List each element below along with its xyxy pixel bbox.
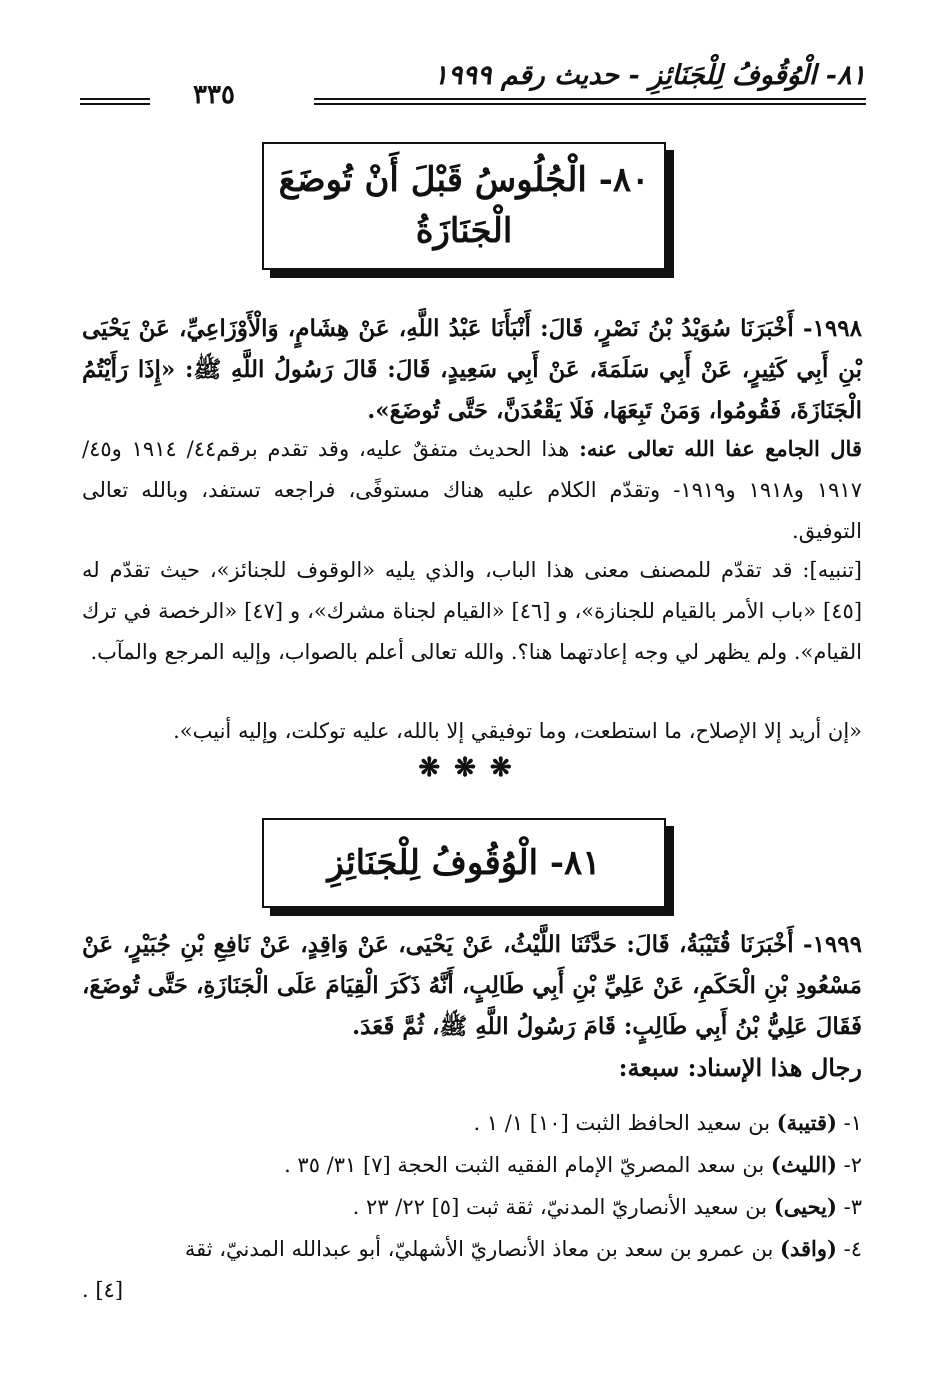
hadith-text: ١٩٩٨- أَخْبَرَنَا سُوَيْدُ بْنُ نَصْرٍ، قَالَ: أَنْبَأَنَا عَبْدُ اللَّهِ، عَنْ هِشَامٍ، وَالْأَوْزَاعِيِّ، عَنْ يَحْيَى بْنِ أَبِي كَثِيرٍ، عَنْ أَبِي سَلَمَةَ، عَنْ أَبِي سَعِيدٍ، قَالَ: قَالَ رَسُولُ اللَّهِ ﷺ: «إِذَا رَأَيْتُمُ الْجَنَازَةَ، فَقُومُوا، وَمَنْ تَبِعَهَا، فَلَا يَقْعُدَنَّ، حَتَّى تُوضَعَ».	[82, 315, 862, 424]
narrator-description: بن سعيد الأنصاريّ المدنيّ، ثقة ثبت [٥] ٢٢/ ٢٣ .	[352, 1195, 774, 1219]
commentary-paragraph	[82, 428, 862, 552]
chapter-title-line1: ٨٠- الْجُلُوسُ قَبْلَ أَنْ تُوضَعَ	[278, 160, 650, 200]
chapter-heading-box	[262, 142, 666, 270]
commentary-lead: قال الجامع عفا الله تعالى عنه:	[579, 436, 862, 461]
narrator-list	[82, 1102, 862, 1311]
narrator-name: (الليث)	[770, 1152, 837, 1177]
list-item	[82, 1228, 862, 1311]
narrator-name: (قتيبة)	[776, 1110, 837, 1135]
running-title: ٨١- الْوُقُوفُ لِلْجَنَائِزِ - حديث رقم ١٩٩٩	[433, 60, 866, 91]
header-rule-short	[80, 98, 150, 105]
page-number: ٣٣٥	[193, 80, 235, 110]
narrator-description: بن سعد المصريّ الإمام الفقيه الثبت الحجة [٧] ٣١/ ٣٥ .	[284, 1153, 771, 1177]
item-number: ٤-	[836, 1237, 862, 1261]
list-item	[82, 1186, 862, 1228]
note-text: : قد تقدّم للمصنف معنى هذا الباب، والذي يليه «الوقوف للجنائز»، حيث تقدّم له [٤٥] «باب الأمر بالقيام للجنازة»، و [٤٦] «القيام لجناة مشرك»، و [٤٧] «الرخصة في ترك القيام». ولم يظهر لي وجه إعادتهما هنا؟. والله تعالى أعلم بالصواب، وإليه المرجع والمآب.	[82, 558, 863, 664]
item-number: ٣-	[836, 1195, 862, 1219]
note-lead: [تنبيه]	[809, 558, 862, 582]
commentary-text: هذا الحديث متفقٌ عليه، وقد تقدم برقم٤٤/ ١٩١٤ و٤٥/ ١٩١٧ و١٩١٨ و١٩١٩- وتقدّم الكلام عليه هناك مستوفًى، فراجعه تستفد، وبالله تعالى التوفيق.	[82, 437, 862, 543]
hadith-text-2: ١٩٩٩- أَخْبَرَنَا قُتَيْبَةُ، قَالَ: حَدَّثَنَا اللَّيْثُ، عَنْ يَحْيَى، عَنْ وَاقِدٍ، عَنْ نَافِعِ بْنِ جُبَيْرٍ، عَنْ مَسْعُودِ بْنِ الْحَكَمِ، عَنْ عَلِيِّ بْنِ أَبِي طَالِبٍ، أَنَّهُ ذَكَرَ الْقِيَامَ عَلَى الْجَنَازَةِ، حَتَّى تُوضَعَ، فَقَالَ عَلِيُّ بْنُ أَبِي طَالِبٍ: قَامَ رَسُولُ اللَّهِ ﷺ، ثُمَّ قَعَدَ.	[82, 931, 862, 1040]
narrator-description-continuation: [٤] .	[82, 1278, 124, 1302]
narrator-name: (واقد)	[780, 1236, 837, 1261]
chapter-heading-box-2	[262, 818, 666, 908]
narrators-heading: رجال هذا الإسناد: سبعة:	[618, 1053, 862, 1082]
item-number: ٢-	[836, 1153, 862, 1177]
header-rule	[314, 98, 866, 105]
chapter-heading	[279, 155, 650, 257]
item-number: ١-	[836, 1111, 862, 1135]
running-header	[80, 58, 866, 108]
note-paragraph	[82, 550, 862, 673]
list-item	[82, 1144, 862, 1186]
chapter-title-line2: الْجَنَازَةُ	[415, 211, 513, 251]
list-item	[82, 1102, 862, 1144]
closing-quote: «إن أريد إلا الإصلاح، ما استطعت، وما توفيقي إلا بالله، عليه توكلت، وإليه أنيب».	[173, 719, 862, 743]
narrator-name: (يحيى)	[773, 1194, 837, 1219]
chapter-title: ٨١- الْوُقُوفُ لِلْجَنَائِزِ	[327, 842, 601, 883]
narrator-description: بن عمرو بن سعد بن معاذ الأنصاريّ الأشهليّ، أبو عبدالله المدنيّ، ثقة	[184, 1237, 781, 1261]
narrator-description: بن سعيد الحافظ الثبت [١٠] ١/ ١ .	[473, 1111, 777, 1135]
section-separator: ❋❋❋	[418, 753, 526, 783]
